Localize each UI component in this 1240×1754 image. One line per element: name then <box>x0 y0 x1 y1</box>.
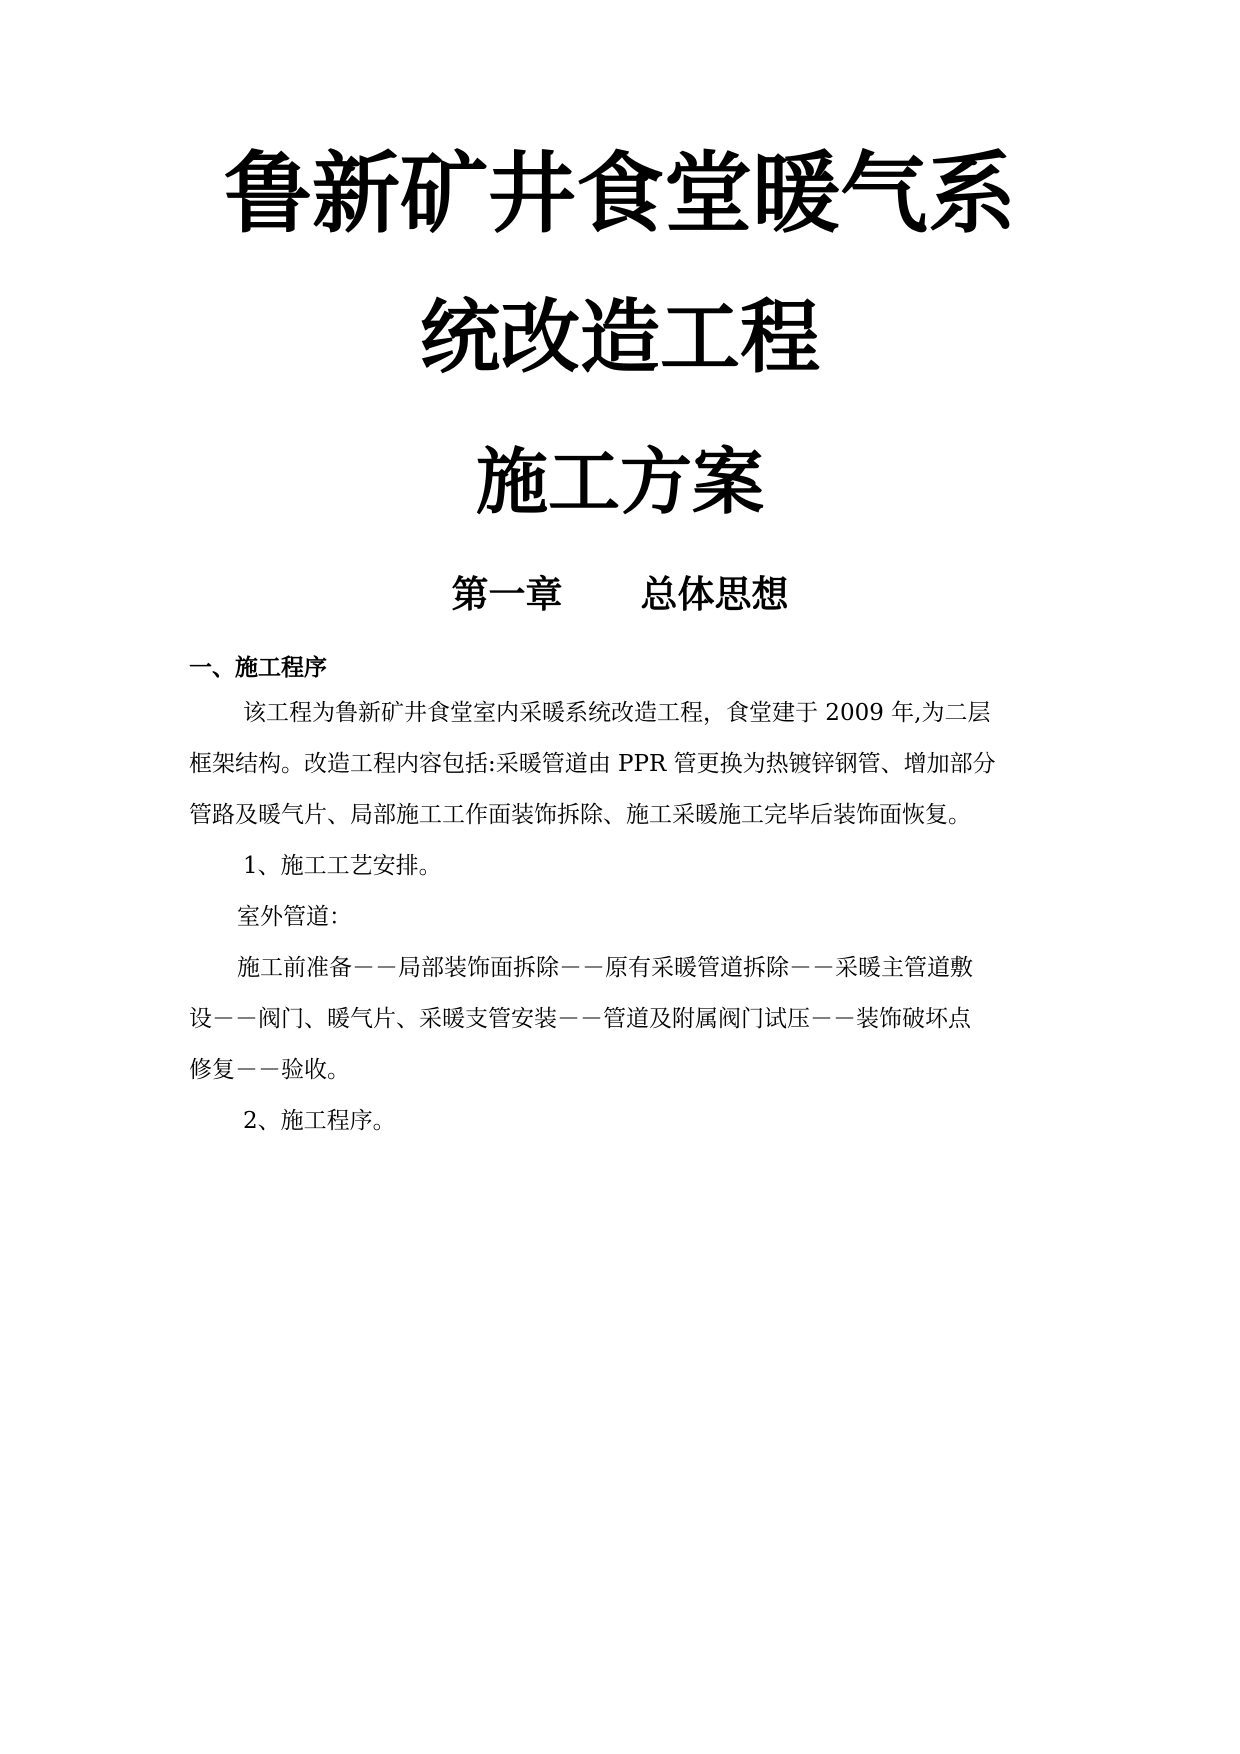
document-title-line-3: 施工方案 <box>475 440 764 524</box>
process-paragraph <box>189 943 1049 1096</box>
chapter-number: 第一章 <box>451 573 563 616</box>
document-title-line-2: 统改造工程 <box>420 291 820 384</box>
intro-paragraph <box>189 688 1049 841</box>
intro-line: 该工程为鲁新矿井食堂室内采暖系统改造工程，食堂建于 2009 年,为二层 <box>243 700 991 726</box>
intro-line: 管路及暖气片、局部施工工作面装饰拆除、施工采暖施工完毕后装饰面恢复。 <box>189 802 971 828</box>
chapter-title: 总体思想 <box>640 573 789 616</box>
list-item-2-text: 2、施工程序。 <box>243 1108 396 1134</box>
process-line: 施工前准备－－局部装饰面拆除－－原有采暖管道拆除－－采暖主管道敷 <box>237 955 973 981</box>
outdoor-pipes-label <box>189 892 1049 943</box>
intro-line: 框架结构。改造工程内容包括:采暖管道由 PPR 管更换为热镀锌钢管、增加部分 <box>189 751 996 777</box>
document-title-line-1: 鲁新矿井食堂暖气系 <box>223 142 1016 245</box>
process-line: 设－－阀门、暖气片、采暖支管安装－－管道及附属阀门试压－－装饰破坏点 <box>189 1006 971 1032</box>
list-item-1 <box>189 841 1049 892</box>
list-item-1-text: 1、施工工艺安排。 <box>243 853 442 879</box>
list-item-2 <box>189 1096 1049 1147</box>
section-heading: 一、施工程序 <box>189 655 327 681</box>
chapter-heading <box>0 573 1240 616</box>
process-line: 修复－－验收。 <box>189 1057 350 1083</box>
outdoor-pipes-text: 室外管道： <box>237 904 352 930</box>
